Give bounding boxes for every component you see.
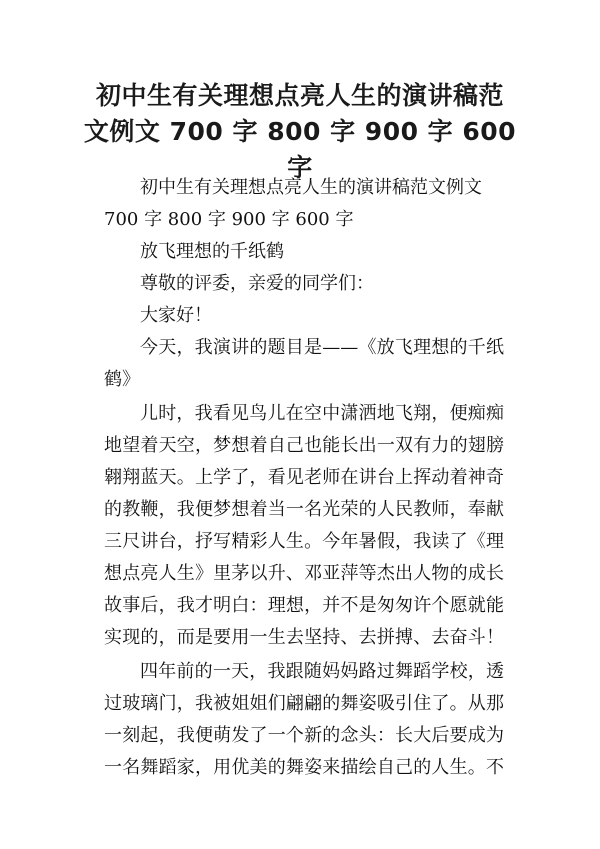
paragraph-line: 过玻璃门，我被姐姐们翩翩的舞姿吸引住了。从那 — [104, 693, 504, 714]
paragraph-line: 尊敬的评委，亲爱的同学们： — [140, 273, 374, 294]
paragraph-line: 鹤》 — [104, 369, 140, 390]
paragraph-line: 一名舞蹈家，用优美的舞姿来描绘自己的人生。不 — [104, 757, 504, 778]
paragraph-line: 放飞理想的千纸鹤 — [140, 241, 284, 262]
paragraph-line: 的教鞭，我便梦想着当一名光荣的人民教师，奉献 — [104, 499, 504, 520]
paragraph-line: 三尺讲台，抒写精彩人生。今年暑假，我读了《理 — [104, 531, 504, 552]
paragraph-line: 大家好！ — [140, 305, 212, 326]
paragraph-line: 想点亮人生》里茅以升、邓亚萍等杰出人物的成长 — [104, 563, 504, 584]
paragraph-line: 实现的，而是要用一生去坚持、去拼搏、去奋斗！ — [104, 627, 504, 648]
paragraph-line: 故事后，我才明白：理想，并不是匆匆许个愿就能 — [104, 595, 504, 616]
paragraph-line: 四年前的一天，我跟随妈妈路过舞蹈学校，透 — [140, 661, 504, 682]
paragraph-line: 一刻起，我便萌发了一个新的念头：长大后要成为 — [104, 725, 504, 746]
paragraph-line: 今天，我演讲的题目是——《放飞理想的千纸 — [140, 337, 504, 358]
document-title-line-2: 文例文 700 字 800 字 900 字 600 字 — [83, 117, 517, 182]
paragraph-line: 地望着天空，梦想着自己也能长出一双有力的翅膀 — [104, 435, 504, 456]
paragraph-line: 初中生有关理想点亮人生的演讲稿范文例文 — [140, 177, 482, 198]
document-title-line-1: 初中生有关理想点亮人生的演讲稿范 — [95, 81, 504, 110]
paragraph-line: 700 字 800 字 900 字 600 字 — [104, 209, 354, 230]
paragraph-line: 翱翔蓝天。上学了，看见老师在讲台上挥动着神奇 — [104, 467, 504, 488]
paragraph-line: 儿时，我看见鸟儿在空中潇洒地飞翔，便痴痴 — [140, 403, 504, 424]
